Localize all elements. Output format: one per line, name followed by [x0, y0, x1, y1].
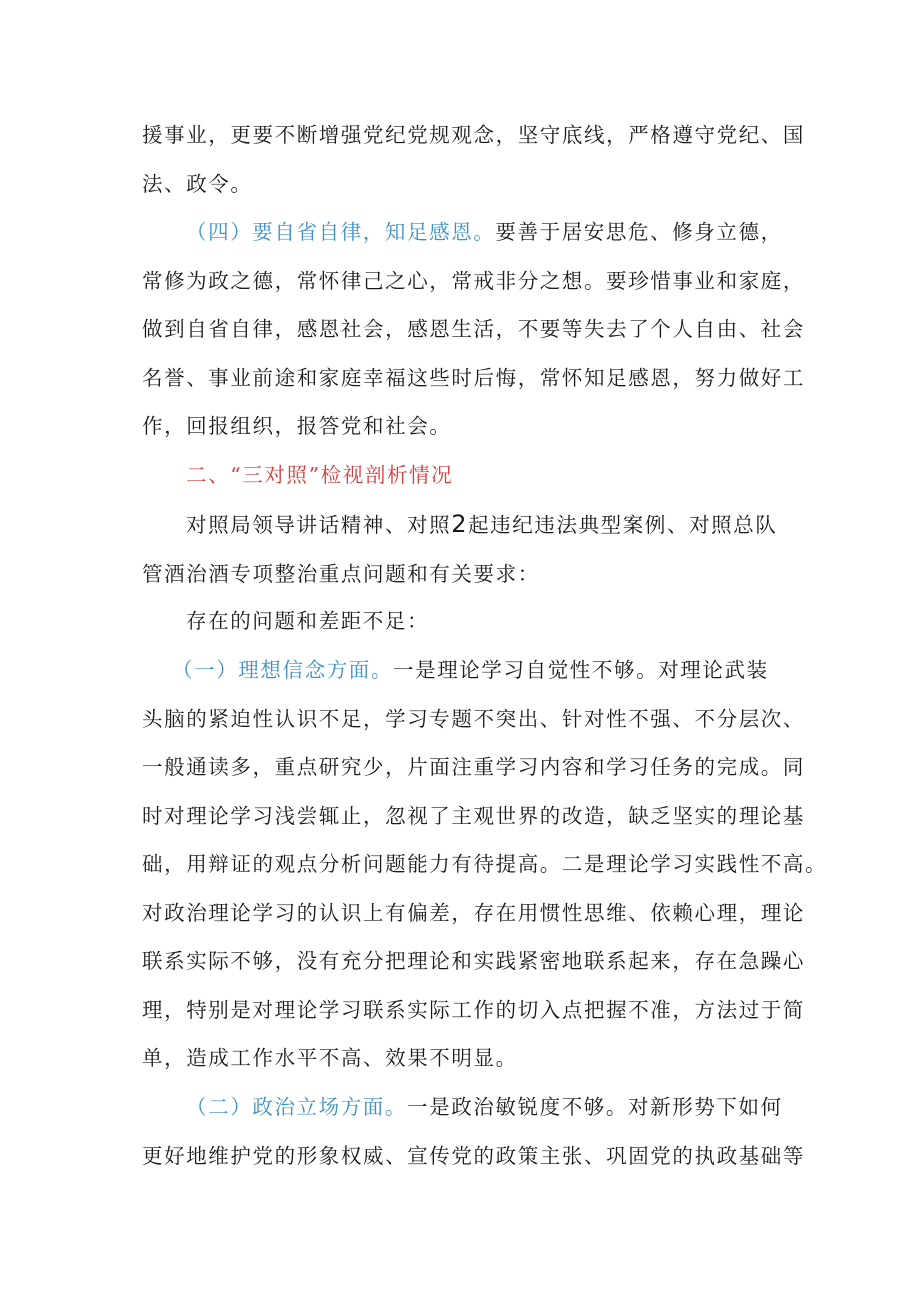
paragraph-problems [142, 597, 792, 646]
paragraph-political-stance [142, 1083, 805, 1180]
paragraph-line: 存在的问题和差距不足： [186, 609, 430, 633]
paragraph-line: 作，回报组织，报答党和社会。 [142, 414, 452, 438]
paragraph-self-discipline [142, 208, 805, 451]
paragraph-line: 更好地维护党的形象权威、宣传党的政策主张、巩固党的执政基础等 [142, 1143, 805, 1168]
paragraph-line: 对政治理论学习的认识上有偏差，存在用惯性思维、依赖心理，理论 [142, 900, 805, 925]
paragraph-lead: 一是理论学习自觉性不够。对理论武装 [393, 658, 769, 682]
paragraph-first-line [142, 500, 792, 550]
section-title: 二、“三对照”检视剖析情况 [186, 463, 454, 487]
paragraph-line: 管酒治酒专项整治重点问题和有关要求： [142, 561, 540, 586]
paragraph-line: 名誉、事业前途和家庭幸福这些时后悔，常怀知足感恩，努力做好工 [142, 365, 805, 390]
paragraph-line: 援事业，更要不断增强党纪党规观念，坚守底线，严格遵守党纪、国 [142, 123, 805, 147]
subheading: （四）要自省自律，知足感恩。 [186, 220, 496, 244]
paragraph-first-line [142, 646, 792, 695]
subheading: （一）理想信念方面。 [172, 658, 393, 682]
paragraph-line: 理，特别是对理论学习联系实际工作的切入点把握不准，方法过于简 [142, 997, 805, 1022]
paragraph-line: 础，用辩证的观点分析问题能力有待提高。二是理论学习实践性不高。 [142, 852, 828, 876]
paragraph-line: 做到自省自律，感恩社会，感恩生活，不要等失去了个人自由、社会 [142, 317, 805, 341]
paragraph-line: 一般通读多，重点研究少，片面注重学习内容和学习任务的完成。同 [142, 755, 805, 779]
paragraph-lead: 一是政治敏锐度不够。对新形势下如何 [407, 1095, 783, 1119]
paragraph-line: 法、政令。 [142, 171, 253, 196]
paragraph-lead: 要善于居安思危、修身立德， [495, 220, 783, 244]
case-count: 2 [451, 510, 469, 538]
section-heading [142, 451, 792, 500]
paragraph-continuation [142, 111, 805, 208]
paragraph-comparison [142, 500, 792, 598]
paragraph-line: 头脑的紧迫性认识不足，学习专题不突出、针对性不强、不分层次、 [142, 706, 805, 731]
paragraph-line: 常修为政之德，常怀律己之心，常戒非分之想。要珍惜事业和家庭， [142, 268, 805, 293]
paragraph-first-line [142, 208, 792, 257]
paragraph-lead: 起违纪违法典型案例、对照总队 [468, 513, 778, 537]
subheading: （二）政治立场方面。 [186, 1095, 407, 1119]
paragraph-lead: 对照局领导讲话精神、对照 [186, 513, 452, 537]
paragraph-ideals [142, 646, 828, 1083]
paragraph-line: 单，造成工作水平不高、效果不明显。 [142, 1046, 518, 1070]
paragraph-first-line [142, 1083, 792, 1132]
paragraph-line: 时对理论学习浅尝辄止，忽视了主观世界的改造，缺乏坚实的理论基 [142, 803, 805, 828]
paragraph-line: 联系实际不够，没有充分把理论和实践紧密地联系起来，存在急躁心 [142, 949, 805, 973]
